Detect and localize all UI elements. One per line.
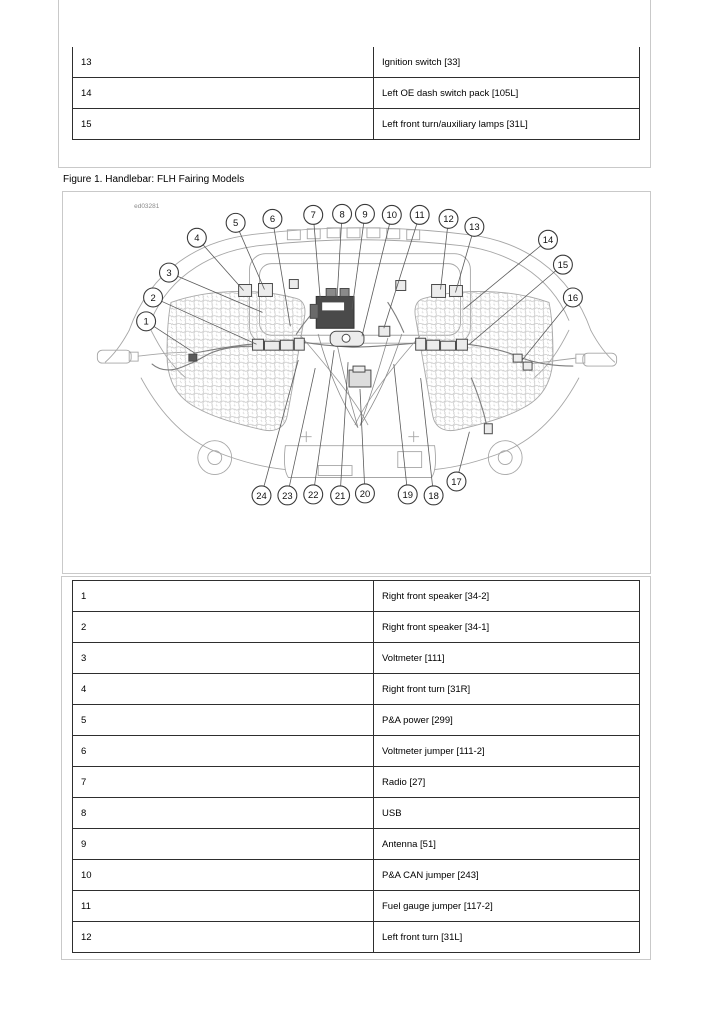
svg-text:1: 1 xyxy=(143,316,149,328)
svg-text:2: 2 xyxy=(150,292,156,304)
svg-text:15: 15 xyxy=(557,260,569,272)
item-number-cell: 3 xyxy=(73,643,374,674)
svg-text:13: 13 xyxy=(469,222,480,234)
callout-1 xyxy=(137,312,156,331)
svg-text:3: 3 xyxy=(166,267,172,279)
table-row xyxy=(73,47,640,78)
table-row xyxy=(73,674,640,705)
table-row xyxy=(73,581,640,612)
callout-18 xyxy=(424,486,443,505)
table-row xyxy=(73,798,640,829)
callout-23 xyxy=(278,486,297,505)
svg-text:22: 22 xyxy=(307,489,319,501)
table-row xyxy=(73,860,640,891)
callout-7 xyxy=(304,205,323,224)
connector-table-top xyxy=(72,47,640,140)
callout-20 xyxy=(356,484,375,503)
table-row xyxy=(73,829,640,860)
item-number-cell: 5 xyxy=(73,705,374,736)
callout-14 xyxy=(539,230,558,249)
connector-table-bottom xyxy=(72,580,640,953)
svg-text:18: 18 xyxy=(428,490,439,502)
callout-11 xyxy=(410,205,429,224)
svg-text:19: 19 xyxy=(402,489,413,501)
callout-9 xyxy=(356,204,375,223)
callout-2 xyxy=(144,288,163,307)
figure-caption: Figure 1. Handlebar: FLH Fairing Models xyxy=(63,174,245,185)
item-label-cell: Fuel gauge jumper [117-2] xyxy=(374,891,640,922)
wiring-diagram-svg xyxy=(63,192,650,573)
svg-text:20: 20 xyxy=(359,488,371,500)
callout-leader-5 xyxy=(236,223,265,290)
figure-box xyxy=(62,191,651,574)
callout-leader-8 xyxy=(337,214,342,298)
item-label-cell: USB xyxy=(374,798,640,829)
item-label-cell: Right front speaker [34-1] xyxy=(374,612,640,643)
item-number-cell: 1 xyxy=(73,581,374,612)
item-number-cell: 10 xyxy=(73,860,374,891)
item-label-cell: Left front turn/auxiliary lamps [31L] xyxy=(374,109,640,140)
callout-22 xyxy=(304,485,323,504)
item-number-cell: 11 xyxy=(73,891,374,922)
item-number-cell: 14 xyxy=(73,78,374,109)
top-table-section xyxy=(58,0,651,168)
svg-text:6: 6 xyxy=(269,214,276,226)
item-number-cell: 6 xyxy=(73,736,374,767)
table-row xyxy=(73,891,640,922)
item-label-cell: Left OE dash switch pack [105L] xyxy=(374,78,640,109)
svg-text:17: 17 xyxy=(451,476,462,488)
item-label-cell: Left front turn [31L] xyxy=(374,922,640,953)
callout-leader-4 xyxy=(197,238,244,291)
svg-text:8: 8 xyxy=(339,209,345,221)
callout-4 xyxy=(187,228,206,247)
callout-16 xyxy=(563,288,582,307)
table-row xyxy=(73,109,640,140)
callout-leader-12 xyxy=(441,219,449,290)
svg-text:24: 24 xyxy=(256,490,267,502)
callout-17 xyxy=(447,472,466,491)
callout-15 xyxy=(553,255,572,274)
item-label-cell: Ignition switch [33] xyxy=(374,47,640,78)
callout-leader-11 xyxy=(384,215,420,328)
item-number-cell: 7 xyxy=(73,767,374,798)
callout-8 xyxy=(333,204,352,223)
svg-text:10: 10 xyxy=(386,210,398,222)
item-label-cell: Right front turn [31R] xyxy=(374,674,640,705)
callout-leader-13 xyxy=(455,227,474,293)
svg-text:12: 12 xyxy=(443,214,454,226)
svg-text:14: 14 xyxy=(542,235,554,247)
svg-text:7: 7 xyxy=(310,210,316,222)
item-label-cell: Voltmeter jumper [111-2] xyxy=(374,736,640,767)
table-row xyxy=(73,612,640,643)
callout-leader-22 xyxy=(313,350,334,494)
item-label-cell: Voltmeter [111] xyxy=(374,643,640,674)
table-row xyxy=(73,78,640,109)
table-row xyxy=(73,705,640,736)
callout-leader-19 xyxy=(394,364,408,494)
callout-3 xyxy=(160,263,179,282)
callout-21 xyxy=(331,486,350,505)
callout-12 xyxy=(439,209,458,228)
item-number-cell: 8 xyxy=(73,798,374,829)
callout-leader-7 xyxy=(313,215,320,299)
item-label-cell: Radio [27] xyxy=(374,767,640,798)
table-row xyxy=(73,767,640,798)
item-number-cell: 12 xyxy=(73,922,374,953)
drawing-code-label: ed03281 xyxy=(134,202,160,210)
callout-5 xyxy=(226,213,245,232)
svg-text:16: 16 xyxy=(567,292,579,304)
item-number-cell: 9 xyxy=(73,829,374,860)
bottom-table-section xyxy=(61,576,651,960)
item-number-cell: 4 xyxy=(73,674,374,705)
speaker-grille-left xyxy=(167,291,305,430)
svg-text:5: 5 xyxy=(233,218,239,230)
item-label-cell: P&A power [299] xyxy=(374,705,640,736)
item-label-cell: P&A CAN jumper [243] xyxy=(374,860,640,891)
callout-6 xyxy=(263,209,282,228)
svg-text:9: 9 xyxy=(362,209,368,221)
item-label-cell: Right front speaker [34-2] xyxy=(374,581,640,612)
callout-10 xyxy=(382,205,401,224)
svg-text:11: 11 xyxy=(414,210,425,222)
item-number-cell: 13 xyxy=(73,47,374,78)
callout-19 xyxy=(398,485,417,504)
svg-text:23: 23 xyxy=(282,490,293,502)
svg-text:4: 4 xyxy=(194,233,200,245)
svg-text:21: 21 xyxy=(334,490,346,502)
item-number-cell: 15 xyxy=(73,109,374,140)
callout-24 xyxy=(252,486,271,505)
item-label-cell: Antenna [51] xyxy=(374,829,640,860)
table-row xyxy=(73,922,640,953)
callout-13 xyxy=(465,217,484,236)
table-row xyxy=(73,736,640,767)
table-row xyxy=(73,643,640,674)
item-number-cell: 2 xyxy=(73,612,374,643)
